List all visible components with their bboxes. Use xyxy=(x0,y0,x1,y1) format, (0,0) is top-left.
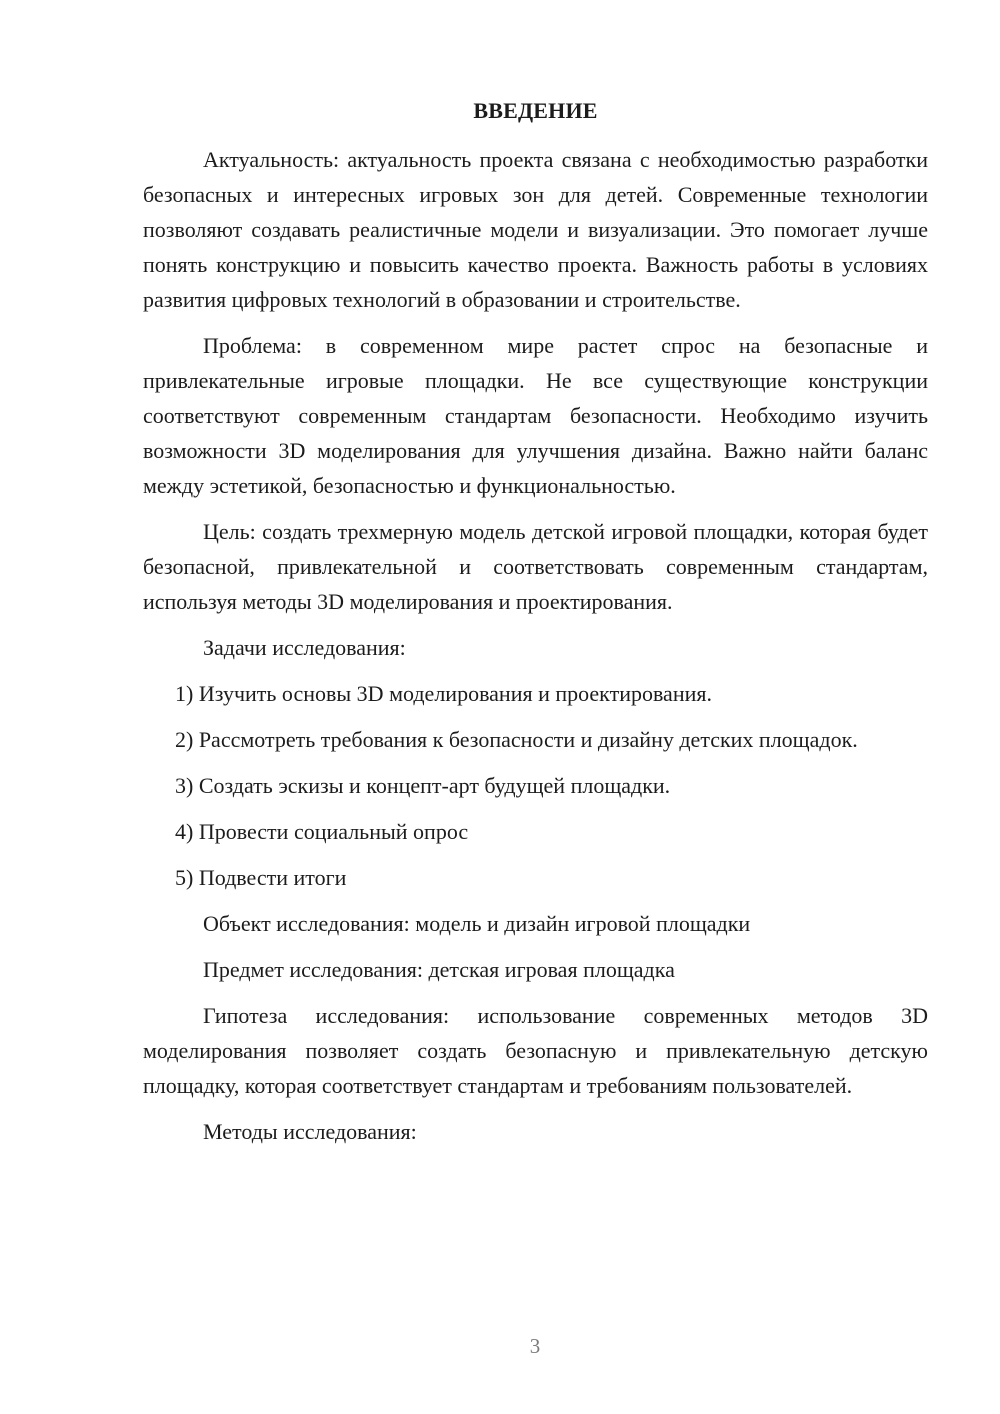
methods-title: Методы исследования: xyxy=(203,1119,417,1144)
task-item-3: 3) Создать эскизы и концепт-арт будущей площадки. xyxy=(175,773,671,798)
task-item-2: 2) Рассмотреть требования к безопасности и дизайну детских площадок. xyxy=(175,727,858,752)
relevance-paragraph: Актуальность: актуальность проекта связана с необходимостью разработки безопасных и интересных игровых зон для детей. Современные технологии позволяют создавать реалистичные модели и визуализации. Это помогает лучше понять конструкцию и повысить качество проекта. Важность работы в условиях развития цифровых технологий в образовании и строительстве. xyxy=(143,147,928,312)
object-line: Объект исследования: модель и дизайн игровой площадки xyxy=(203,911,751,936)
problem-paragraph: Проблема: в современном мире растет спрос на безопасные и привлекательные игровые площадки. Не все существующие конструкции соответствуют современным стандартам безопасности. Необходимо изучить возможности 3D моделирования для улучшения дизайна. Важно найти баланс между эстетикой, безопасностью и функциональностью. xyxy=(143,333,928,498)
page-number: 3 xyxy=(529,1334,541,1358)
task-item-5: 5) Подвести итоги xyxy=(175,865,347,890)
section-heading: ВВЕДЕНИЕ xyxy=(473,98,598,123)
task-item-4: 4) Провести социальный опрос xyxy=(175,819,469,844)
hypothesis-paragraph: Гипотеза исследования: использование современных методов 3D моделирования позволяет создать безопасную и привлекательную детскую площадку, которая соответствует стандартам и требованиям пользователей. xyxy=(143,1003,928,1098)
tasks-title: Задачи исследования: xyxy=(203,635,406,660)
task-item-1: 1) Изучить основы 3D моделирования и проектирования. xyxy=(175,681,712,706)
subject-line: Предмет исследования: детская игровая площадка xyxy=(203,957,675,982)
goal-paragraph: Цель: создать трехмерную модель детской игровой площадки, которая будет безопасной, привлекательной и соответствовать современным стандартам, используя методы 3D моделирования и проектирования. xyxy=(143,519,928,614)
page-content xyxy=(143,96,928,1160)
